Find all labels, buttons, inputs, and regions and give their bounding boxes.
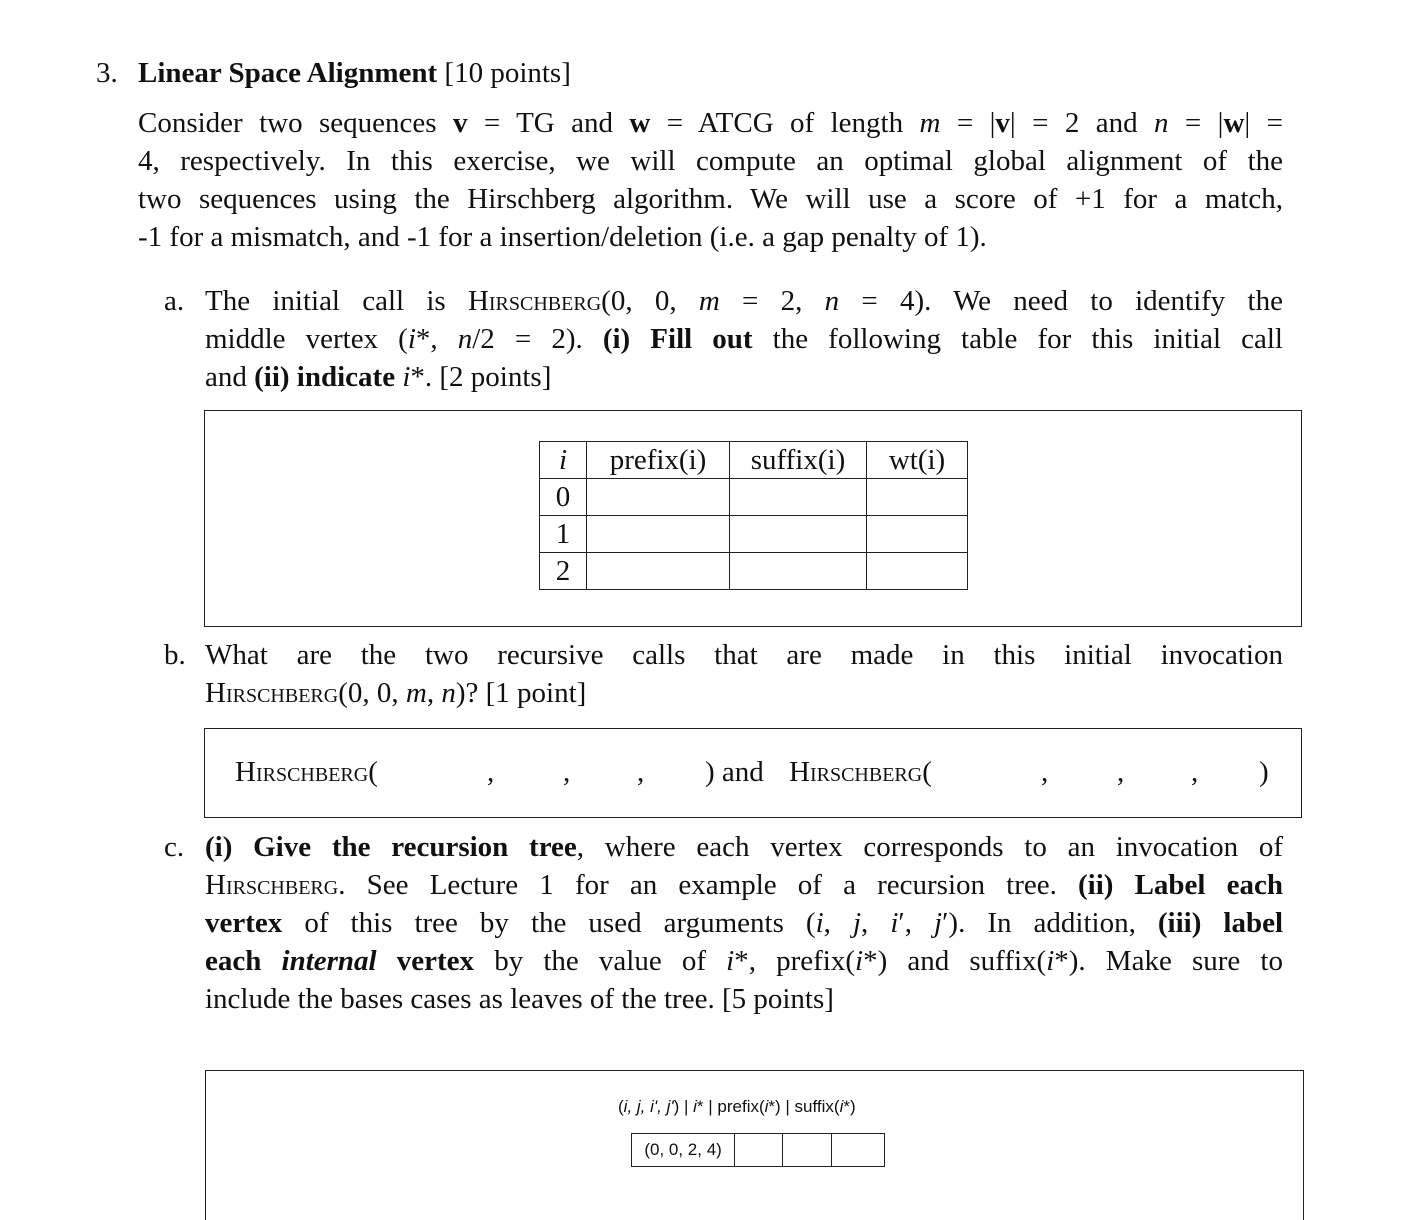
- question-title: Linear Space Alignment: [138, 57, 438, 89]
- intro-line-1: Consider two sequences v = TG and w = ATCG of length m = |v| = 2 and n = |w| =: [138, 107, 1283, 139]
- intro-line-4: -1 for a mismatch, and -1 for a insertion/deletion (i.e. a gap penalty of 1).: [138, 221, 987, 253]
- tree-legend: (i, j, i', j') | i* | prefix(i*) | suffix(i*): [618, 1097, 856, 1116]
- part-c-line-5: include the bases cases as leaves of the tree. [5 points]: [205, 983, 834, 1015]
- table-header-row: [540, 442, 968, 479]
- part-c-line-2: Hirschberg. See Lecture 1 for an example of a recursion tree. (ii) Label each: [205, 869, 1284, 901]
- prefix-cell[interactable]: [587, 553, 730, 590]
- middle-vertex-table: [539, 441, 968, 590]
- part-b-line-2: Hirschberg(0, 0, m, n)? [1 point]: [205, 677, 587, 709]
- wt-cell[interactable]: [867, 516, 968, 553]
- wt-cell[interactable]: [867, 553, 968, 590]
- row-index: 0: [540, 479, 587, 516]
- part-b-answer-box: [204, 728, 1302, 818]
- call-2-name: Hirschberg(: [789, 756, 932, 788]
- comma: ,: [1191, 756, 1199, 788]
- call-1-name: Hirschberg(: [235, 756, 378, 788]
- row-index: 1: [540, 516, 587, 553]
- root-istar-cell[interactable]: [735, 1134, 783, 1166]
- row-index: 2: [540, 553, 587, 590]
- question-heading: [138, 54, 571, 92]
- question-number: 3.: [96, 57, 118, 89]
- part-a-label: a.: [164, 285, 185, 317]
- part-c-text: [205, 828, 1283, 1018]
- root-prefix-cell[interactable]: [783, 1134, 833, 1166]
- header-prefix: prefix(i): [587, 442, 730, 479]
- part-c-line-3: vertex of this tree by the used arguments (i, j, i′, j′). In addition, (iii) label: [205, 907, 1284, 939]
- part-b-text: [205, 636, 1283, 712]
- intro-paragraph: [138, 104, 1283, 256]
- table-row: [540, 553, 968, 590]
- tree-root-node: [631, 1133, 885, 1167]
- intro-line-3: two sequences using the Hirschberg algorithm. We will use a score of +1 for a match,: [138, 183, 1283, 215]
- comma: ,: [637, 756, 645, 788]
- part-a-text: [205, 282, 1283, 396]
- part-a-line-3: and (ii) indicate i*. [2 points]: [205, 361, 552, 393]
- part-c-line-4: each internal vertex by the value of i*, prefix(i*) and suffix(i*). Make sure to: [205, 945, 1283, 977]
- table-row: [540, 479, 968, 516]
- suffix-cell[interactable]: [730, 479, 867, 516]
- prefix-cell[interactable]: [587, 516, 730, 553]
- part-c-answer-box: [205, 1070, 1304, 1220]
- question-points: [10 points]: [444, 57, 571, 89]
- table-row: [540, 516, 968, 553]
- comma: ,: [487, 756, 495, 788]
- part-b-label: b.: [164, 639, 186, 671]
- call-connector: ) and: [705, 756, 764, 788]
- intro-line-2: 4, respectively. In this exercise, we will compute an optimal global alignment of the: [138, 145, 1283, 177]
- call-close: ): [1259, 756, 1269, 788]
- comma: ,: [563, 756, 571, 788]
- part-c-line-1: (i) Give the recursion tree, where each vertex corresponds to an invocation of: [205, 831, 1284, 863]
- header-wt: wt(i): [867, 442, 968, 479]
- root-suffix-cell[interactable]: [832, 1134, 884, 1166]
- comma: ,: [1041, 756, 1049, 788]
- suffix-cell[interactable]: [730, 516, 867, 553]
- part-a-line-2: middle vertex (i*, n/2 = 2). (i) Fill out the following table for this initial call: [205, 323, 1283, 355]
- prefix-cell[interactable]: [587, 479, 730, 516]
- suffix-cell[interactable]: [730, 553, 867, 590]
- part-b-line-1: What are the two recursive calls that are made in this initial invocation: [205, 639, 1283, 671]
- part-a-line-1: The initial call is Hirschberg(0, 0, m = 2, n = 4). We need to identify the: [205, 285, 1283, 317]
- part-a-answer-box: [204, 410, 1302, 627]
- root-args: (0, 0, 2, 4): [632, 1134, 735, 1166]
- header-i: i: [540, 442, 587, 479]
- wt-cell[interactable]: [867, 479, 968, 516]
- header-suffix: suffix(i): [730, 442, 867, 479]
- part-c-label: c.: [164, 831, 185, 863]
- comma: ,: [1117, 756, 1125, 788]
